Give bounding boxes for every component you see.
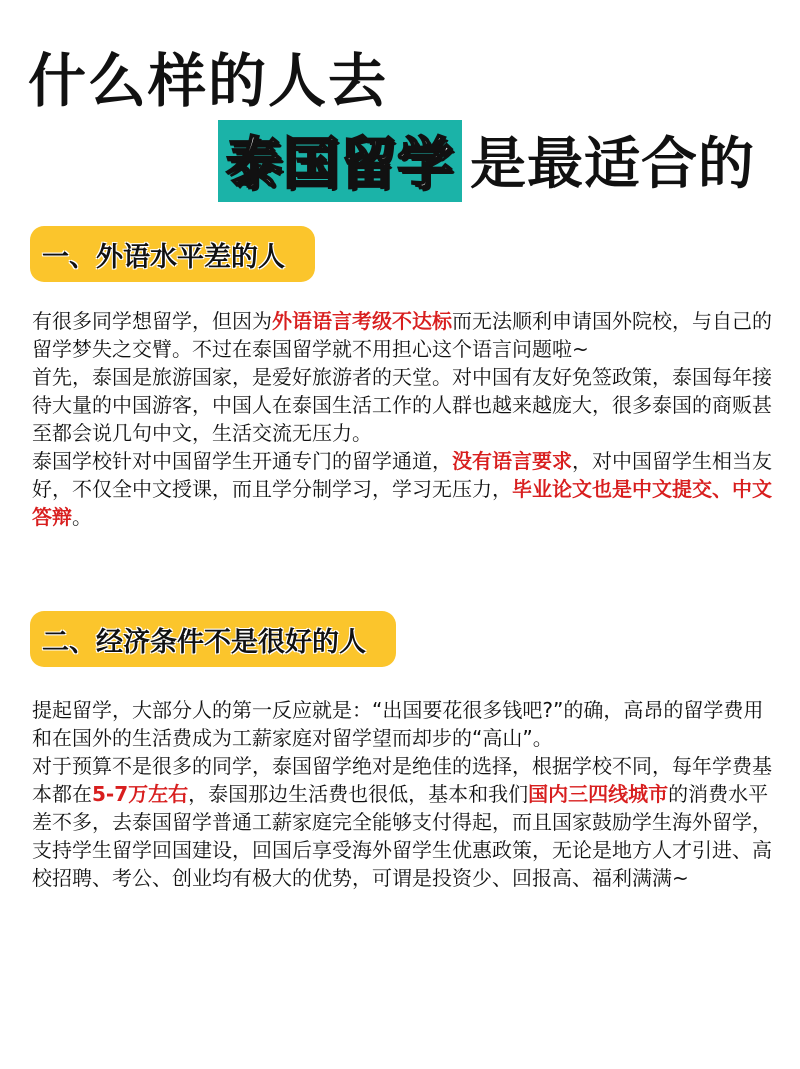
section-1-body <box>32 307 772 531</box>
text-span: 的消费水平差不多，去泰国留学普通工薪家庭完全能够支付得起，而且国家鼓励学生海外留学，支持学生留学回国建设，回国后享受海外留学生优惠政策，无论是地方人才引进、高校招聘、考公、创业均有极大的优势，可谓是投资少、回报高、福利满满~ <box>32 782 772 890</box>
text-span: ，泰国那边生活费也很低，基本和我们 <box>188 782 529 806</box>
title-rest: 是最适合的 <box>470 132 755 197</box>
text-span: 泰国学校针对中国留学生开通专门的留学通道， <box>32 449 452 473</box>
text-span: 有很多同学想留学，但因为 <box>32 309 272 333</box>
section-2-body <box>32 696 772 892</box>
emphasis-city-tier: 国内三四线城市 <box>528 782 669 806</box>
text-span: ，对中国留学生相当友好，不仅全中文授课，而且学分制学习，学习无压力， <box>32 449 772 501</box>
title-highlight: 泰国留学 <box>218 120 462 202</box>
section-2-paragraph-1: 提起留学，大部分人的第一反应就是：“出国要花很多钱吧?”的确，高昂的留学费用和在国外的生活费成为工薪家庭对留学望而却步的“高山”。 <box>32 698 764 750</box>
emphasis-no-language-requirement: 没有语言要求 <box>452 449 572 473</box>
title-line-2 <box>218 120 755 202</box>
emphasis-tuition: 5-7万左右 <box>92 782 189 806</box>
text-span: 对于预算不是很多的同学，泰国留学绝对是绝佳的选择，根据学校不同，每年学费基本都在 <box>32 754 772 806</box>
emphasis-chinese-thesis: 毕业论文也是中文提交、中文答辩 <box>32 477 772 529</box>
section-1-paragraph-3 <box>32 447 772 531</box>
section-2-heading-badge <box>30 611 396 667</box>
section-2-paragraph-2 <box>32 752 772 892</box>
section-1-heading-badge <box>30 226 315 282</box>
section-1-paragraph-1 <box>32 307 772 363</box>
emphasis-language-level: 外语语言考级不达标 <box>272 309 452 333</box>
section-2-heading: 二、经济条件不是很好的人 <box>42 626 366 658</box>
text-span: 而无法顺利申请国外院校，与自己的留学梦失之交臂。不过在泰国留学就不用担心这个语言问题啦~ <box>32 309 772 361</box>
text-span: 。 <box>72 505 92 529</box>
section-1-heading: 一、外语水平差的人 <box>42 241 285 273</box>
section-1-paragraph-2: 首先，泰国是旅游国家，是爱好旅游者的天堂。对中国有友好免签政策，泰国每年接待大量的中国游客，中国人在泰国生活工作的人群也越来越庞大，很多泰国的商贩甚至都会说几句中文，生活交流无压力。 <box>32 365 772 445</box>
title-line-1: 什么样的人去 <box>28 47 389 115</box>
